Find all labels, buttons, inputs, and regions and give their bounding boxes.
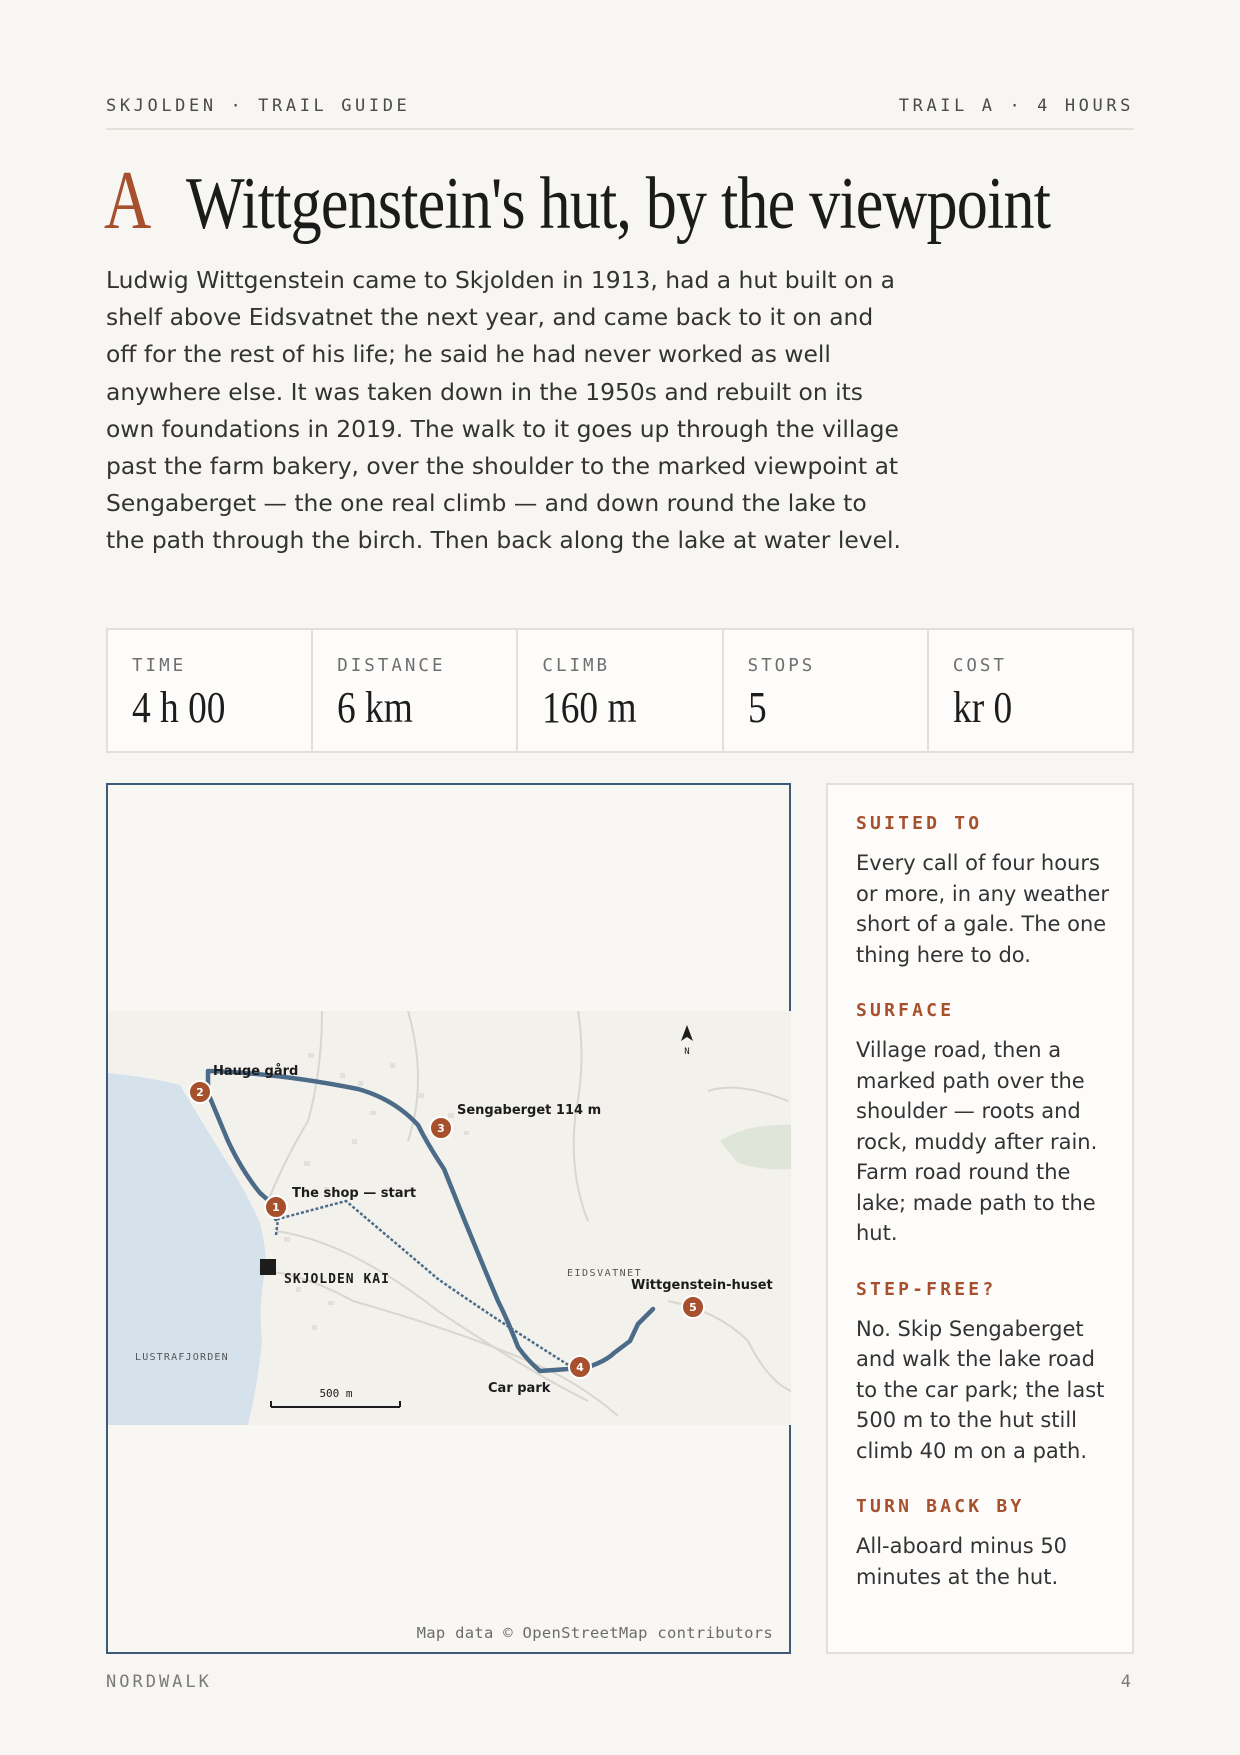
page-header [106,96,1134,130]
stop-marker-2[interactable] [189,1081,211,1103]
turn-back-heading: TURN BACK BY [856,1496,1025,1517]
step-free-text: No. Skip Sengaberget and walk the lake road to the car park; the last 500 m to the hut still climb 40 m on a path. [856,1316,1105,1463]
stop-number: 4 [576,1361,584,1374]
stat-label: TIME [132,656,187,676]
stat-value: 6 km [337,683,414,732]
stat-value: 5 [747,683,767,732]
stop-number: 3 [437,1122,445,1135]
stop-marker-3[interactable] [430,1117,452,1139]
stat-label: COST [952,656,1007,676]
stop-marker-1[interactable] [265,1196,287,1218]
stat-time [108,630,313,751]
stop-label-1: The shop — start [292,1186,417,1201]
stop-label-5: Wittgenstein-huset [631,1278,773,1293]
lake-label: EIDSVATNET [567,1268,643,1279]
stat-value: kr 0 [952,683,1013,732]
stop-number: 2 [196,1086,204,1099]
trail-letter: A [104,154,152,247]
scale-label: 500 m [319,1387,353,1400]
route-map[interactable] [106,783,791,1654]
map-attribution: Map data © OpenStreetMap contributors [416,1624,773,1642]
header-left: SKJOLDEN · TRAIL GUIDE [106,96,411,116]
stat-label: CLIMB [542,656,611,676]
surface-heading: SURFACE [856,1000,955,1021]
fjord-label: LUSTRAFJORDEN [135,1352,229,1363]
suited-to-heading: SUITED TO [856,813,983,834]
intro-paragraph: Ludwig Wittgenstein came to Skjolden in 1913, had a hut built on a shelf above Eidsvatnet the next year, and came back to it on and off for the rest of his life; he said he had never worked as well anywhere else. It was taken down in the 1950s and rebuilt on its own foundations in 2019. The walk to it goes up through the village past the farm bakery, over the shoulder to the marked viewpoint at Sengaberget — the one real climb — and down round the lake to the path through the birch. Then back along the lake at water level. [106,266,901,555]
stat-cost [929,630,1132,751]
quay-label: SKJOLDEN KAI [284,1272,390,1287]
stop-number: 1 [272,1201,280,1214]
page-title [104,152,1215,247]
stat-climb [518,630,723,751]
surface-text: Village road, then a marked path over the shoulder — roots and rock, muddy after rain. Farm road round the lake; made path to the hut. [856,1038,1098,1245]
step-free-heading: STEP-FREE? [856,1278,997,1300]
quay-marker-icon [260,1259,276,1275]
stat-label: DISTANCE [337,656,446,676]
stat-value: 4 h 00 [132,683,226,732]
stop-number: 5 [689,1301,697,1314]
stop-marker-5[interactable] [682,1296,704,1318]
page-number: 4 [1120,1672,1134,1692]
stop-label-4: Car park [488,1381,551,1396]
info-sidebar [826,783,1134,1654]
north-label: N [684,1047,690,1057]
footer-brand: NORDWALK [106,1672,212,1692]
stop-label-2: Hauge gård [213,1064,299,1079]
stop-marker-4[interactable] [569,1356,591,1378]
stop-label-3: Sengaberget 114 m [457,1103,602,1118]
stat-stops [724,630,929,751]
map-canvas[interactable] [108,1011,791,1425]
stat-value: 160 m [542,683,637,732]
stat-distance [313,630,518,751]
suited-to-text: Every call of four hours or more, in any weather short of a gale. The one thing here to do. [856,851,1110,967]
turn-back-text: All-aboard minus 50 minutes at the hut. [856,1534,1068,1589]
page-footer [106,1672,1134,1692]
header-right: TRAIL A · 4 HOURS [898,96,1134,116]
trail-title: Wittgenstein's hut, by the viewpoint [186,163,1051,245]
stat-label: STOPS [747,656,816,676]
stats-bar [106,628,1134,753]
